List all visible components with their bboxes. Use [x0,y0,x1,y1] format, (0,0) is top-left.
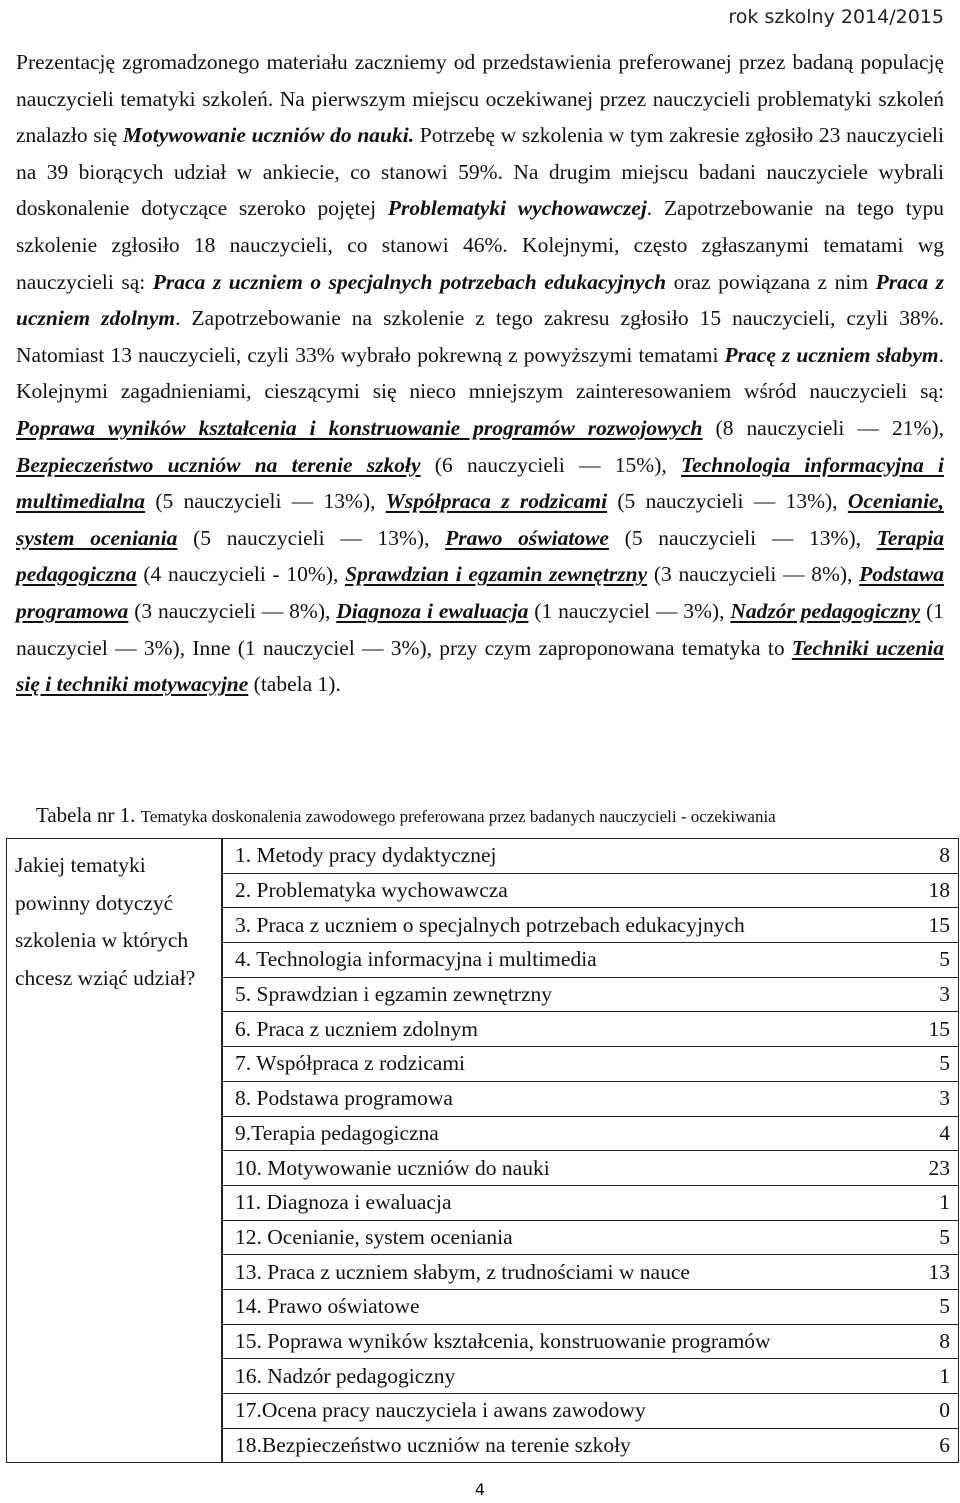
table-row [223,1394,959,1429]
table-row [223,977,959,1012]
topic-count: 5 [882,1220,958,1255]
paragraph-text: (5 nauczycieli — 13%), [607,489,848,514]
topic-count: 4 [882,1116,958,1151]
topic-count: 8 [882,839,958,873]
emphasized-topic: Praca z uczniem zdolnym [16,269,944,331]
topic-label: 13. Praca z uczniem słabym, z trudnościami w nauce [223,1255,883,1290]
paragraph-text: (1 nauczyciel — 3%), [528,598,731,623]
topic-count: 15 [882,1012,958,1047]
emphasized-topic: Diagnoza i ewaluacja [336,598,529,623]
paragraph-text: (3 nauczycieli — 8%), [128,598,337,623]
school-year-header: rok szkolny 2014/2015 [728,6,944,28]
topic-count: 23 [882,1151,958,1186]
page-number: 4 [474,1480,486,1499]
topic-count: 13 [882,1255,958,1290]
paragraph-text: (5 nauczycieli — 13%), [608,525,877,550]
paragraph-text: . Zapotrzebowanie na szkolenie z tego zakresu zgłosiło 15 nauczycieli, czyli 38%. Natomiast 13 nauczycieli, czyli 33% wybrało pokrewną z powyższymi tematami [16,306,944,367]
table-row [223,1324,959,1359]
paragraph-text: . Zapotrzebowanie na tego typu szkolenie zgłosiło 18 nauczycieli, co stanowi 46%. Kolejnymi, często zgłaszanymi tematami wg nauczycieli są: [16,196,944,294]
topic-label: 3. Praca z uczniem o specjalnych potrzebach edukacyjnych [223,908,883,943]
emphasized-topic: Nadzór pedagogiczny [730,598,921,623]
emphasized-topic: Ocenianie, system oceniania [16,489,944,550]
paragraph-text: oraz powiązana z nim [666,269,876,294]
emphasized-topic: Motywowanie uczniów do nauki. [122,123,415,148]
topic-label: 17.Ocena pracy nauczyciela i awans zawodowy [223,1394,883,1429]
table-row [223,873,959,908]
topic-count: 5 [882,1047,958,1082]
table-caption [36,803,946,828]
emphasized-topic: Prawo oświatowe [445,525,609,550]
paragraph-text: Potrzebę w szkolenia w tym zakresie zgłosiło 23 nauczycieli na 39 biorących udział w ankiecie, co stanowi 59%. Na drugim miejscu badani nauczyciele wybrali doskonalenie dotyczące szeroko pojętej [16,123,944,221]
topic-label: 18.Bezpieczeństwo uczniów na terenie szkoły [223,1428,883,1462]
topic-count: 3 [882,1081,958,1116]
table-caption-text: Tematyka doskonalenia zawodowego preferowana przez badanych nauczycieli - oczekiwania [140,807,776,826]
topic-count: 1 [882,1185,958,1220]
table-row [223,1151,959,1186]
topic-label: 7. Współpraca z rodzicami [223,1047,883,1082]
paragraph-text: (5 nauczycieli — 13%), [145,489,386,514]
table-row [223,1428,959,1462]
paragraph-text: (5 nauczycieli — 13%), [177,525,446,550]
table-row [223,1220,959,1255]
topic-label: 14. Prawo oświatowe [223,1289,883,1324]
paragraph-text: (3 nauczycieli — 8%), [647,562,860,587]
paragraph-text: (6 nauczycieli — 15%), [420,452,681,477]
topic-count: 15 [882,908,958,943]
survey-question-cell [7,839,222,1463]
paragraph-text: . Kolejnymi zagadnieniami, cieszącymi się nieco mniejszym zainteresowaniem wśród nauczycieli są: [16,342,945,404]
paragraph-text: Prezentację zgromadzonego materiału zaczniemy od przedstawienia preferowanej przez badaną populację nauczycieli tematyki szkoleń. Na pierwszym miejscu oczekiwanej przez nauczycieli problematyki szkoleń znalazło się [16,50,944,148]
topic-count: 5 [882,1289,958,1324]
topic-label: 6. Praca z uczniem zdolnym [223,1012,883,1047]
topic-count: 5 [882,943,958,978]
table-row [223,1047,959,1082]
topics-table [6,838,959,1463]
emphasized-topic: Praca z uczniem o specjalnych potrzebach edukacyjnych [152,269,667,294]
topic-label: 8. Podstawa programowa [223,1081,883,1116]
paragraph-text: (1 nauczyciel — 3%), Inne (1 nauczyciel — 3%), przy czym zaproponowana tematyka to [16,598,944,660]
table-row [223,1012,959,1047]
table-caption-label: Tabela nr 1. [36,803,136,827]
topics-list [222,839,958,1462]
emphasized-topic: Podstawa programowa [16,562,944,623]
topic-label: 15. Poprawa wyników kształcenia, konstruowanie programów [223,1324,883,1359]
topic-count: 18 [882,873,958,908]
paragraph-text: (8 nauczycieli — 21%), [702,415,944,440]
paragraph-text: (4 nauczycieli - 10%), [136,562,346,587]
topic-label: 2. Problematyka wychowawcza [223,873,883,908]
emphasized-topic: Współpraca z rodzicami [385,489,608,514]
emphasized-topic: Techniki uczenia się i techniki motywacyjne [16,635,944,697]
emphasized-topic: Poprawa wyników kształcenia i konstruowanie programów rozwojowych [16,415,703,440]
emphasized-topic: Pracę z uczniem słabym [724,342,939,367]
table-row [223,908,959,943]
topic-label: 16. Nadzór pedagogiczny [223,1359,883,1394]
table-row [223,1289,959,1324]
emphasized-topic: Problematyki wychowawczej [387,196,647,221]
table-row [223,1081,959,1116]
topic-label: 12. Ocenianie, system oceniania [223,1220,883,1255]
emphasized-topic: Sprawdzian i egzamin zewnętrzny [345,562,648,587]
emphasized-topic: Bezpieczeństwo uczniów na terenie szkoły [16,452,421,477]
topic-count: 3 [882,977,958,1012]
body-paragraph [16,44,944,703]
topic-label: 10. Motywowanie uczniów do nauki [223,1151,883,1186]
table-row [223,1185,959,1220]
table-row [223,839,959,873]
topics-list-cell [222,839,959,1463]
topic-count: 0 [882,1394,958,1429]
topic-count: 6 [939,1433,950,1458]
topic-label: 9.Terapia pedagogiczna [223,1116,883,1151]
topic-label: 11. Diagnoza i ewaluacja [223,1185,883,1220]
topic-label: 1. Metody pracy dydaktycznej [223,839,883,873]
emphasized-topic: Terapia pedagogiczna [16,525,944,587]
emphasized-topic: Technologia informacyjna i multimedialna [16,452,945,514]
paragraph-text: (tabela 1). [248,672,341,697]
table-row [223,1116,959,1151]
topic-count: 8 [882,1324,958,1359]
table-row [223,1359,959,1394]
topic-count: 1 [882,1359,958,1394]
table-row [223,1255,959,1290]
topic-label: 5. Sprawdzian i egzamin zewnętrzny [223,977,883,1012]
survey-question: Jakiej tematyki powinny dotyczyć szkolenia w których chcesz wziąć udział? [15,853,196,990]
topic-label: 4. Technologia informacyjna i multimedia [223,943,883,978]
table-row [223,943,959,978]
